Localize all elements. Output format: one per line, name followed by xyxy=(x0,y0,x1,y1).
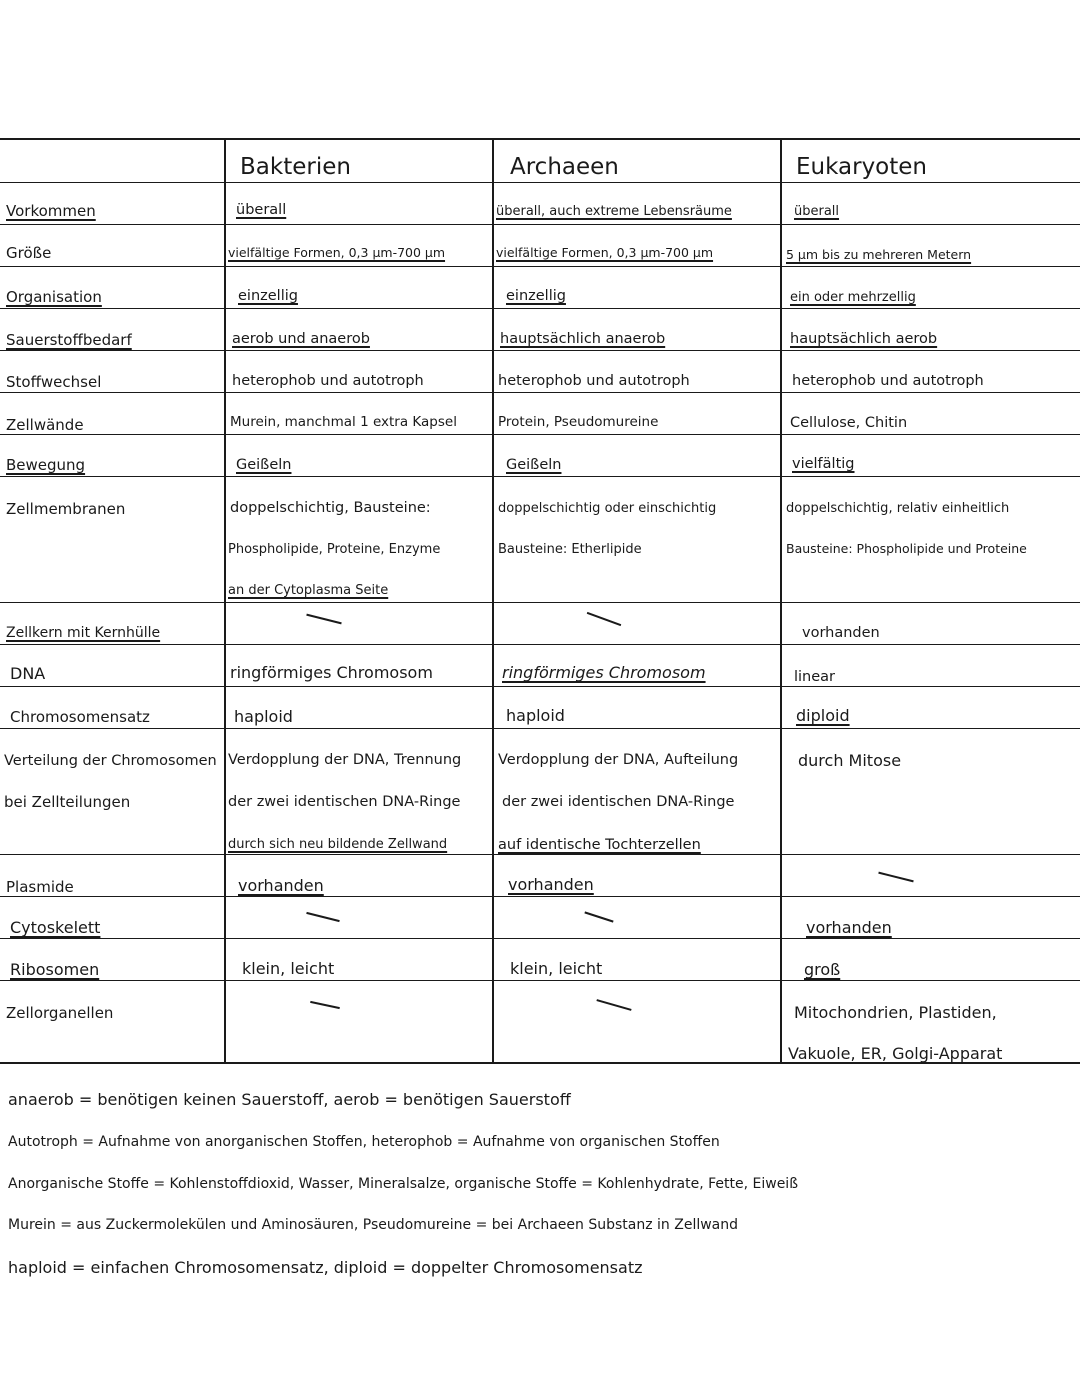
table-cell: aerob und anaerob xyxy=(232,331,370,347)
table-cell: heterophob und autotroph xyxy=(498,373,690,389)
table-cell: Vakuole, ER, Golgi-Apparat xyxy=(788,1044,1003,1063)
legend-line: Anorganische Stoffe = Kohlenstoffdioxid, Wasser, Mineralsalze, organische Stoffe = Kohlenhydrate, Fette, Eiweiß xyxy=(8,1176,799,1192)
row-label-continued: bei Zellteilungen xyxy=(4,793,131,811)
column-header-bakterien: Bakterien xyxy=(240,154,351,180)
table-cell: vorhanden xyxy=(238,876,324,895)
table-cell: ein oder mehrzellig xyxy=(790,290,916,305)
table-cell: Bausteine: Phospholipide und Proteine xyxy=(786,541,1027,556)
table-cell: Cellulose, Chitin xyxy=(790,415,908,431)
table-cell: Bausteine: Etherlipide xyxy=(498,542,642,557)
row-label: Cytoskelett xyxy=(10,918,101,937)
row-label: Größe xyxy=(6,244,52,262)
table-cell: Protein, Pseudomureine xyxy=(498,414,659,430)
row-rule xyxy=(0,644,1080,645)
table-cell: durch Mitose xyxy=(798,751,902,770)
column-rule xyxy=(224,138,226,1064)
row-label: Zellmembranen xyxy=(6,500,126,518)
not-present-dash xyxy=(587,612,622,626)
table-cell: überall xyxy=(236,202,287,218)
row-rule xyxy=(0,854,1080,855)
row-rule xyxy=(0,392,1080,393)
not-present-dash xyxy=(584,911,613,922)
not-present-dash xyxy=(310,1001,340,1009)
table-cell: einzellig xyxy=(506,288,566,304)
table-cell: haploid xyxy=(506,706,565,725)
table-cell: Mitochondrien, Plastiden, xyxy=(794,1003,997,1022)
row-rule xyxy=(0,182,1080,183)
column-header-eukaryoten: Eukaryoten xyxy=(796,154,928,180)
table-cell: vorhanden xyxy=(508,875,594,894)
row-rule xyxy=(0,308,1080,309)
row-label: DNA xyxy=(10,664,46,683)
table-cell: auf identische Tochterzellen xyxy=(498,837,701,853)
table-cell: Murein, manchmal 1 extra Kapsel xyxy=(230,414,457,430)
table-cell: Verdopplung der DNA, Trennung xyxy=(228,752,462,768)
table-cell: heterophob und autotroph xyxy=(232,373,424,389)
table-cell: doppelschichtig oder einschichtig xyxy=(498,501,717,516)
table-top-rule xyxy=(0,138,1080,140)
column-rule xyxy=(492,138,494,1064)
table-cell: Geißeln xyxy=(236,457,292,473)
table-cell: hauptsächlich anaerob xyxy=(500,331,666,347)
not-present-dash xyxy=(306,912,339,922)
table-cell: vorhanden xyxy=(806,918,892,937)
table-cell: Phospholipide, Proteine, Enzyme xyxy=(228,542,441,557)
row-rule xyxy=(0,350,1080,351)
table-cell: vorhanden xyxy=(802,625,880,641)
table-cell: ringförmiges Chromosom xyxy=(502,663,706,682)
row-rule xyxy=(0,266,1080,267)
table-cell: doppelschichtig, relativ einheitlich xyxy=(786,501,1010,516)
table-cell: durch sich neu bildende Zellwand xyxy=(228,837,448,852)
row-label: Vorkommen xyxy=(6,202,96,220)
row-rule xyxy=(0,686,1080,687)
table-cell: Verdopplung der DNA, Aufteilung xyxy=(498,752,739,768)
table-cell: Geißeln xyxy=(506,457,562,473)
row-label: Sauerstoffbedarf xyxy=(6,331,132,349)
table-cell: heterophob und autotroph xyxy=(792,373,984,389)
table-cell: der zwei identischen DNA-Ringe xyxy=(228,794,461,810)
row-label: Ribosomen xyxy=(10,960,100,979)
row-rule xyxy=(0,938,1080,939)
table-cell: diploid xyxy=(796,706,850,725)
legend-line: haploid = einfachen Chromosomensatz, diploid = doppelter Chromosomensatz xyxy=(8,1258,643,1277)
table-cell: vielfältige Formen, 0,3 µm-700 µm xyxy=(496,245,714,260)
table-cell: haploid xyxy=(234,707,293,726)
row-label: Bewegung xyxy=(6,456,86,474)
legend-line: Murein = aus Zuckermolekülen und Aminosäuren, Pseudomureine = bei Archaeen Substanz in Zellwand xyxy=(8,1217,739,1233)
table-cell: groß xyxy=(804,960,841,979)
table-cell: der zwei identischen DNA-Ringe xyxy=(502,794,735,810)
row-rule xyxy=(0,224,1080,225)
table-cell: doppelschichtig, Bausteine: xyxy=(230,500,431,516)
row-label: Organisation xyxy=(6,288,102,306)
not-present-dash xyxy=(306,614,341,625)
row-rule xyxy=(0,434,1080,435)
row-label: Chromosomensatz xyxy=(10,708,150,726)
column-rule xyxy=(780,138,782,1064)
table-cell: 5 µm bis zu mehreren Metern xyxy=(786,247,972,262)
row-label: Plasmide xyxy=(6,878,74,896)
table-cell: überall, auch extreme Lebensräume xyxy=(496,204,732,219)
row-rule xyxy=(0,728,1080,729)
table-cell: überall xyxy=(794,204,840,219)
legend-line: Autotroph = Aufnahme von anorganischen Stoffen, heterophob = Aufnahme von organischen Stoffen xyxy=(8,1134,720,1150)
row-rule xyxy=(0,602,1080,603)
row-rule xyxy=(0,896,1080,897)
legend-line: anaerob = benötigen keinen Sauerstoff, aerob = benötigen Sauerstoff xyxy=(8,1090,571,1109)
table-cell: klein, leicht xyxy=(242,959,335,978)
row-label: Zellkern mit Kernhülle xyxy=(6,625,161,641)
not-present-dash xyxy=(878,872,913,883)
table-cell: ringförmiges Chromosom xyxy=(230,663,433,682)
not-present-dash xyxy=(596,999,631,1011)
row-rule xyxy=(0,476,1080,477)
table-cell: vielfältig xyxy=(792,456,855,472)
column-header-archaeen: Archaeen xyxy=(510,154,619,180)
table-cell: klein, leicht xyxy=(510,959,603,978)
table-cell: linear xyxy=(794,669,836,685)
table-cell: einzellig xyxy=(238,288,298,304)
row-label: Stoffwechsel xyxy=(6,373,102,391)
row-label: Zellwände xyxy=(6,416,84,434)
table-cell: hauptsächlich aerob xyxy=(790,331,938,347)
row-rule xyxy=(0,980,1080,981)
table-cell: an der Cytoplasma Seite xyxy=(228,583,389,598)
table-cell: vielfältige Formen, 0,3 µm-700 µm xyxy=(228,245,446,260)
row-label: Verteilung der Chromosomen xyxy=(4,753,217,769)
row-label: Zellorganellen xyxy=(6,1004,114,1022)
